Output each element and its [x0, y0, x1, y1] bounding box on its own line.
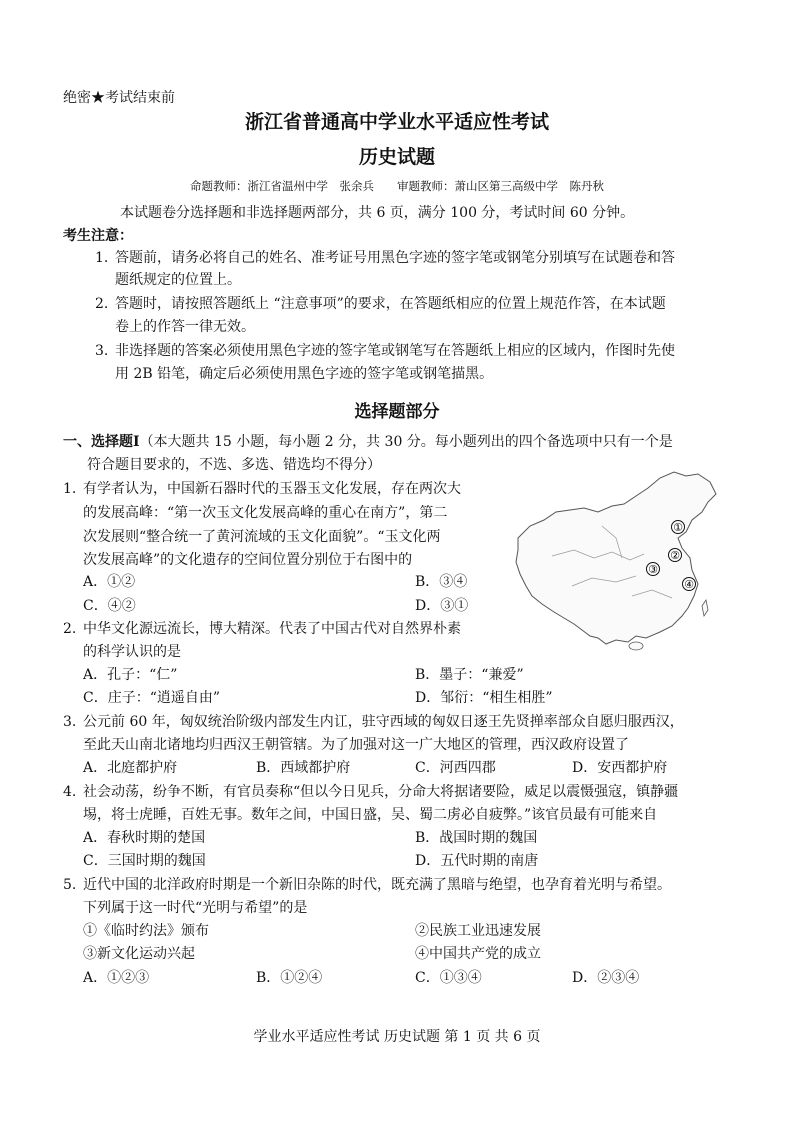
option-b: B．③④	[415, 574, 468, 590]
option-c: C．①③④	[415, 970, 482, 986]
part-heading	[63, 430, 673, 454]
china-map	[512, 466, 732, 656]
question-number: 5.	[63, 877, 77, 893]
question-text: 公元前 60 年，匈奴统治阶级内部发生内讧，驻守西域的匈奴日逐王先贤掸率部众自愿归服西汉，	[83, 714, 684, 730]
option-c: C．庄子：“逍遥自由”	[83, 690, 221, 706]
option-d: D．邹衍：“相生相胜”	[415, 690, 553, 706]
notice-text: 卷上的作答一律无效。	[115, 319, 255, 335]
question-text: 次发展则“整合统一了黄河流域的玉文化面貌”。“玉文化两	[83, 529, 441, 545]
map-marker-3	[647, 563, 660, 577]
question-text: 有学者认为，中国新石器时代的玉器玉文化发展，存在两次大	[83, 481, 461, 497]
option-d: D．③①	[415, 598, 469, 614]
statement-4: ④中国共产党的成立	[415, 946, 541, 962]
option-b: B．墨子：“兼爱”	[415, 667, 524, 683]
notice-text: 题纸规定的位置上。	[115, 272, 241, 288]
notice-number: 3.	[95, 343, 109, 359]
option-c: C．河西四郡	[415, 760, 496, 776]
statement-2: ②民族工业迅速发展	[415, 923, 541, 939]
notice-text: 答题时，请按照答题纸上 “注意事项”的要求，在答题纸相应的位置上规范作答，在本试题	[115, 296, 666, 312]
question-number: 1.	[63, 481, 77, 497]
question-text: 次发展高峰”的文化遗存的空间位置分别位于右图中的	[83, 552, 413, 568]
question-text: 社会动荡，纷争不断，有官员奏称“但以今日见兵，分命大将据诸要险，威足以震慑强寇，镇静疆	[83, 784, 679, 800]
taiwan-island	[702, 600, 708, 616]
notice-text: 答题前，请务必将自己的姓名、准考证号用黑色字迹的签字笔或钢笔分别填写在试题卷和答	[115, 250, 675, 266]
map-marker-1	[672, 521, 685, 535]
map-marker-2	[669, 549, 682, 563]
question-text: 的科学认识的是	[83, 644, 181, 660]
exam-authors: 命题教师：浙江省温州中学 张余兵 审题教师：萧山区第三高级中学 陈丹秋	[190, 179, 604, 193]
option-c: C．三国时期的魏国	[83, 853, 206, 869]
notice-text: 非选择题的答案必须使用黑色字迹的签字笔或钢笔写在答题纸上相应的区域内，作图时先使	[115, 343, 675, 359]
hainan-island	[629, 642, 643, 650]
part-description-cont: 符合题目要求的，不选、多选、错选均不得分）	[87, 457, 381, 473]
map-marker-4	[683, 578, 696, 592]
option-b: B．战国时期的魏国	[415, 830, 538, 846]
question-number: 2.	[63, 621, 77, 637]
statement-3: ③新文化运动兴起	[83, 946, 195, 962]
confidentiality-label: 绝密★考试结束前	[63, 90, 175, 106]
option-c: C．④②	[83, 598, 136, 614]
question-text: 中华文化源远流长，博大精深。代表了中国古代对自然界朴素	[83, 621, 461, 637]
notice-heading: 考生注意：	[63, 228, 133, 244]
option-d: D．五代时期的南唐	[415, 853, 539, 869]
option-a: A．①②③	[83, 970, 150, 986]
marker-label-2: ②	[670, 549, 680, 562]
option-b: B．西域都护府	[256, 760, 351, 776]
option-d: D．②③④	[572, 970, 640, 986]
question-text: 下列属于这一时代“光明与希望”的是	[83, 900, 308, 916]
notice-text: 用 2B 铅笔，确定后必须使用黑色字迹的签字笔或钢笔描黑。	[115, 366, 494, 382]
question-text: 近代中国的北洋政府时期是一个新旧杂陈的时代，既充满了黑暗与绝望，也孕育着光明与希望。	[83, 877, 671, 893]
option-a: A．①②	[83, 574, 136, 590]
china-outline	[516, 472, 716, 644]
exam-intro: 本试题卷分选择题和非选择题两部分，共 6 页，满分 100 分，考试时间 60 分钟。	[120, 205, 635, 221]
question-text: 的发展高峰：“第一次玉文化发展高峰的重心在南方”，第二	[83, 505, 448, 521]
option-a: A．北庭都护府	[83, 760, 178, 776]
option-b: B．①②④	[256, 970, 323, 986]
part-label: 一、选择题Ⅰ	[63, 434, 140, 450]
question-text: 至此天山南北诸地均归西汉王朝管辖。为了加强对这一广大地区的管理，西汉政府设置了	[83, 737, 629, 753]
option-a: A．孔子：“仁”	[83, 667, 178, 683]
marker-label-1: ①	[673, 521, 683, 534]
notice-number: 1.	[95, 250, 109, 266]
option-a: A．春秋时期的楚国	[83, 830, 206, 846]
part-description: （本大题共 15 小题，每小题 2 分，共 30 分。每小题列出的四个备选项中只有一个是	[139, 434, 673, 450]
section-title: 选择题部分	[354, 402, 440, 422]
marker-label-3: ③	[648, 563, 658, 576]
question-number: 4.	[63, 784, 77, 800]
page-footer: 学业水平适应性考试 历史试题 第 1 页 共 6 页	[253, 1029, 541, 1045]
question-number: 3.	[63, 714, 77, 730]
exam-subtitle: 历史试题	[358, 146, 435, 168]
marker-label-4: ④	[684, 578, 694, 591]
notice-number: 2.	[95, 296, 109, 312]
option-d: D．安西都护府	[572, 760, 668, 776]
question-text: 埸，将士虎睡，百姓无事。数年之间，中国日盛，吴、蜀二虏必自疲弊。”该官员最有可能来自	[83, 807, 658, 823]
statement-1: ①《临时约法》颁布	[83, 923, 209, 939]
exam-title: 浙江省普通高中学业水平适应性考试	[244, 111, 549, 133]
